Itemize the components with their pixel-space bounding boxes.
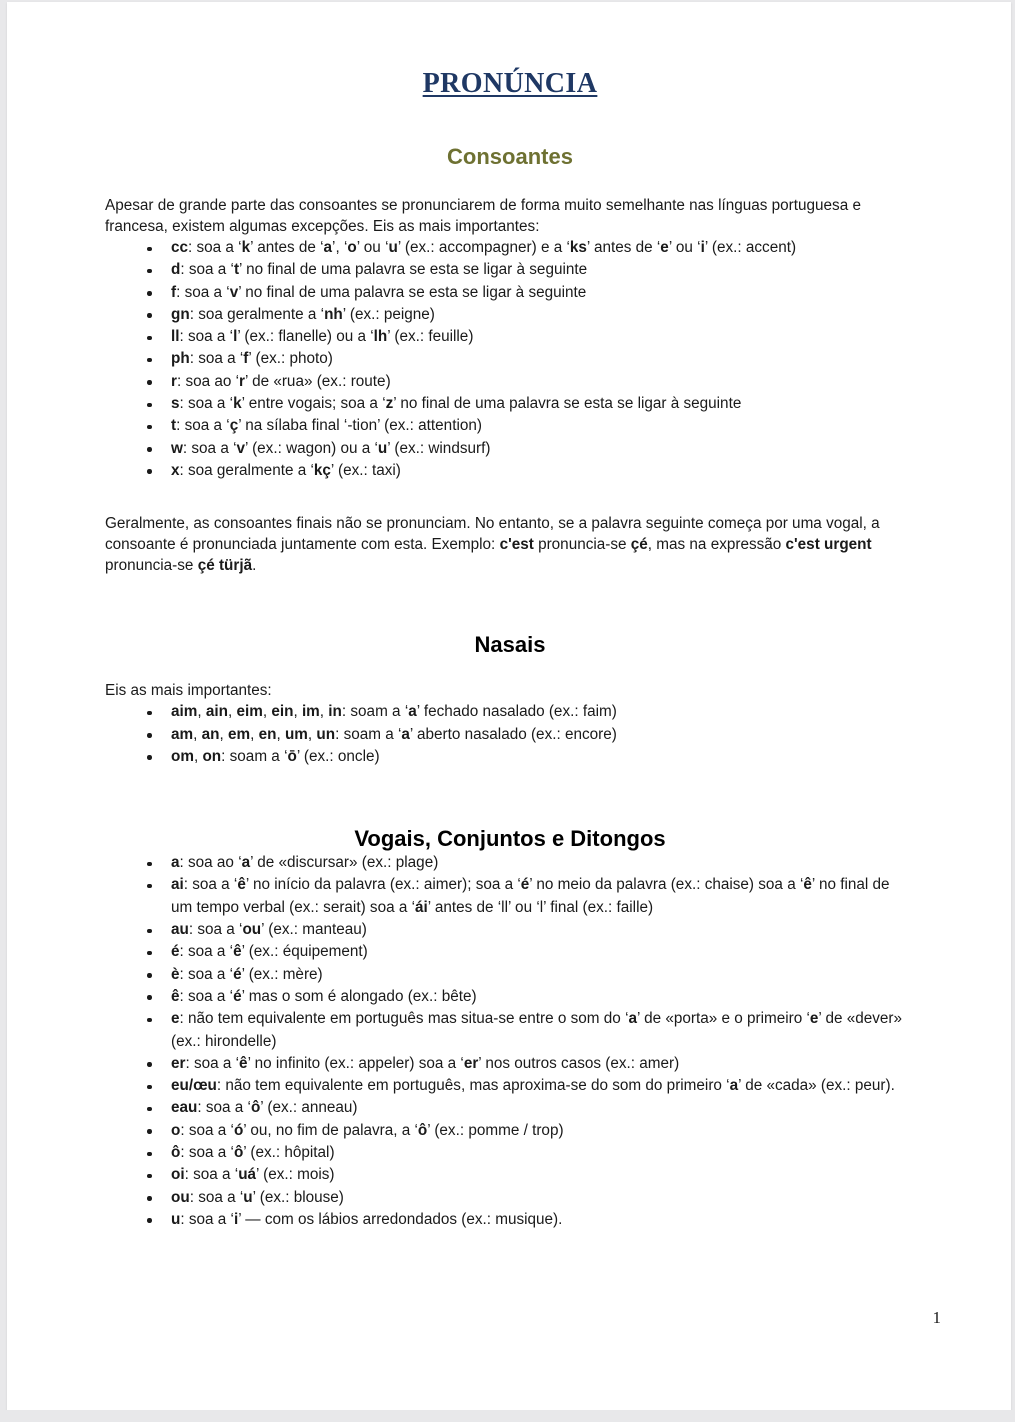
list-item: d: soa a ‘t’ no final de uma palavra se esta se ligar à seguinte bbox=[105, 259, 915, 281]
list-item: cc: soa a ‘k’ antes de ‘a’, ‘o’ ou ‘u’ (ex.: accompagner) e a ‘ks’ antes de ‘e’ ou ‘i’ (ex.: accent) bbox=[105, 237, 915, 259]
list-item: ou: soa a ‘u’ (ex.: blouse) bbox=[105, 1187, 915, 1209]
list-item: om, on: soam a ‘ō’ (ex.: oncle) bbox=[105, 746, 915, 768]
list-item: au: soa a ‘ou’ (ex.: manteau) bbox=[105, 919, 915, 941]
section-heading-consoantes: Consoantes bbox=[447, 144, 573, 169]
list-item: é: soa a ‘ê’ (ex.: équipement) bbox=[105, 941, 915, 963]
list-item: ê: soa a ‘é’ mas o som é alongado (ex.: bête) bbox=[105, 986, 915, 1008]
list-item: oi: soa a ‘uá’ (ex.: mois) bbox=[105, 1164, 915, 1186]
list-item: f: soa a ‘v’ no final de uma palavra se esta se ligar à seguinte bbox=[105, 282, 915, 304]
section-heading-nasais: Nasais bbox=[474, 632, 546, 658]
list-item: gn: soa geralmente a ‘nh’ (ex.: peigne) bbox=[105, 304, 915, 326]
list-item: w: soa a ‘v’ (ex.: wagon) ou a ‘u’ (ex.: windsurf) bbox=[105, 438, 915, 460]
list-item: aim, ain, eim, ein, im, in: soam a ‘a’ fechado nasalado (ex.: faim) bbox=[105, 701, 915, 723]
nasais-intro-paragraph: Eis as mais importantes: bbox=[105, 682, 272, 700]
page-number: 1 bbox=[932, 1308, 941, 1327]
consoantes-closing-paragraph: Geralmente, as consoantes finais não se pronunciam. No entanto, se a palavra seguinte começa por uma vogal, a consoante é pronunciada juntamente com esta. Exemplo: c'est pronuncia-se çé, mas na expressão c'est urgent pronuncia-se çé türjã. bbox=[105, 515, 880, 575]
list-item: è: soa a ‘é’ (ex.: mère) bbox=[105, 964, 915, 986]
list-item: e: não tem equivalente em português mas situa-se entre o som do ‘a’ de «porta» e o primeiro ‘e’ de «dever» (ex.: hirondelle) bbox=[105, 1008, 915, 1053]
page-title: PRONÚNCIA bbox=[422, 68, 598, 99]
list-item: r: soa ao ‘r’ de «rua» (ex.: route) bbox=[105, 371, 915, 393]
page-bottom-edge bbox=[0, 1410, 1015, 1422]
consoantes-list bbox=[105, 237, 915, 482]
section-heading-vogais: Vogais, Conjuntos e Ditongos bbox=[354, 826, 666, 852]
list-item: u: soa a ‘i’ — com os lábios arredondados (ex.: musique). bbox=[105, 1209, 915, 1231]
list-item: t: soa a ‘ç’ na sílaba final ‘-tion’ (ex.: attention) bbox=[105, 415, 915, 437]
list-item: ô: soa a ‘ô’ (ex.: hôpital) bbox=[105, 1142, 915, 1164]
vogais-list bbox=[105, 852, 915, 1231]
list-item: ai: soa a ‘ê’ no início da palavra (ex.: aimer); soa a ‘é’ no meio da palavra (ex.: chaise) soa a ‘ê’ no final de um tempo verbal (ex.: serait) soa a ‘ái’ antes de ‘ll’ ou ‘l’ final (ex.: faille) bbox=[105, 874, 915, 919]
list-item: x: soa geralmente a ‘kç’ (ex.: taxi) bbox=[105, 460, 915, 482]
list-item: ll: soa a ‘l’ (ex.: flanelle) ou a ‘lh’ (ex.: feuille) bbox=[105, 326, 915, 348]
list-item: ph: soa a ‘f’ (ex.: photo) bbox=[105, 348, 915, 370]
list-item: er: soa a ‘ê’ no infinito (ex.: appeler) soa a ‘er’ nos outros casos (ex.: amer) bbox=[105, 1053, 915, 1075]
list-item: eu/œu: não tem equivalente em português, mas aproxima-se do som do primeiro ‘a’ de «cada» (ex.: peur). bbox=[105, 1075, 915, 1097]
list-item: eau: soa a ‘ô’ (ex.: anneau) bbox=[105, 1097, 915, 1119]
consoantes-intro-paragraph: Apesar de grande parte das consoantes se pronunciarem de forma muito semelhante nas línguas portuguesa e francesa, existem algumas excepções. Eis as mais importantes: bbox=[105, 197, 861, 235]
list-item: a: soa ao ‘a’ de «discursar» (ex.: plage) bbox=[105, 852, 915, 874]
nasais-list bbox=[105, 701, 915, 768]
document-page bbox=[7, 2, 1011, 1410]
list-item: s: soa a ‘k’ entre vogais; soa a ‘z’ no final de uma palavra se esta se ligar à seguinte bbox=[105, 393, 915, 415]
list-item: o: soa a ‘ó’ ou, no fim de palavra, a ‘ô’ (ex.: pomme / trop) bbox=[105, 1120, 915, 1142]
list-item: am, an, em, en, um, un: soam a ‘a’ aberto nasalado (ex.: encore) bbox=[105, 724, 915, 746]
